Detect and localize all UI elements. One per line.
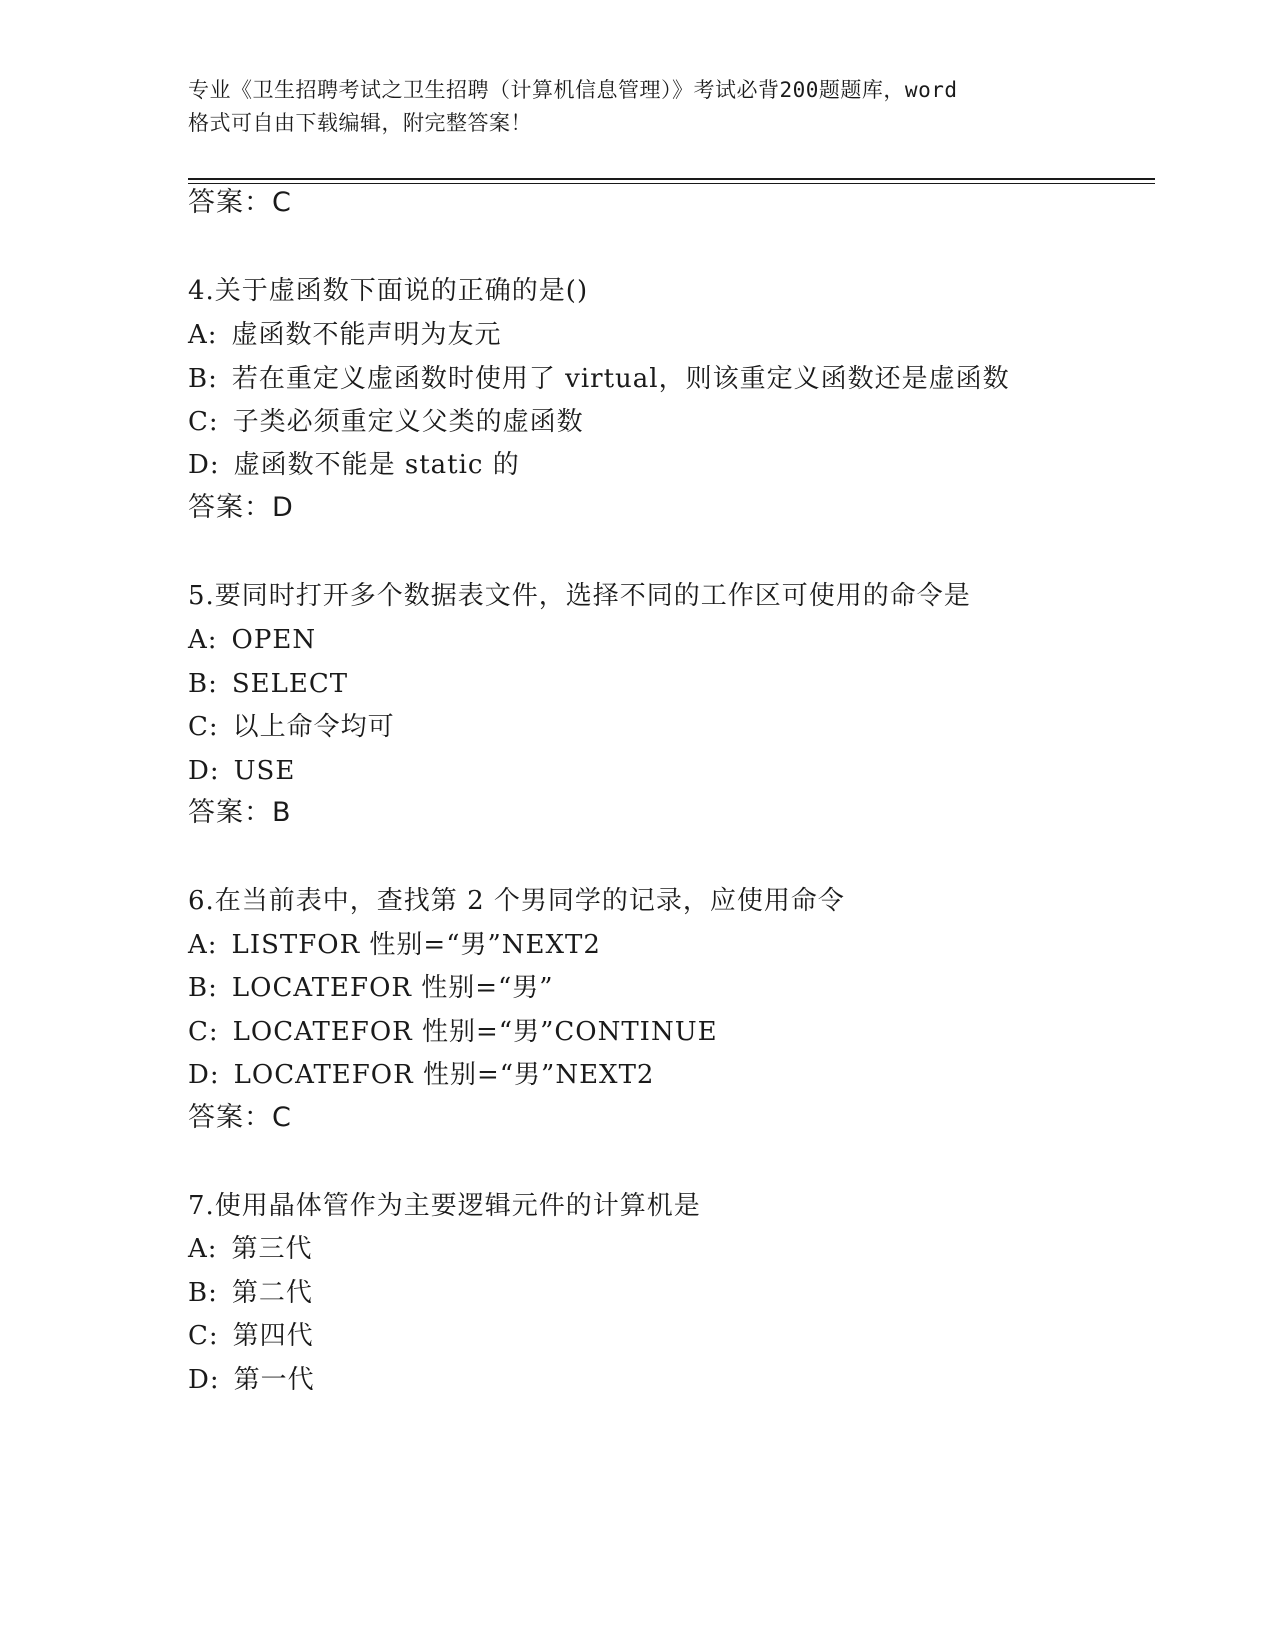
option-letter: D: (188, 1365, 220, 1395)
header-divider-thick (188, 178, 1155, 180)
option-line (188, 405, 584, 439)
option-letter: C: (188, 1017, 219, 1047)
answer-line: 答案：C (188, 1102, 292, 1133)
header-line-2: 格式可自由下载编辑，附完整答案！ (188, 111, 532, 135)
option-letter: C: (188, 1321, 219, 1351)
option-line (188, 318, 502, 352)
option-text: LOCATEFOR 性别=“男”NEXT2 (233, 1060, 655, 1090)
question-stem: 5.要同时打开多个数据表文件，选择不同的工作区可使用的命令是 (188, 581, 971, 611)
option-letter: B: (188, 669, 218, 699)
option-letter: A: (188, 320, 218, 350)
option-text: 虚函数不能声明为友元 (231, 320, 502, 350)
option-letter: C: (188, 712, 219, 742)
option-line (188, 971, 554, 1005)
option-line (188, 362, 1010, 396)
option-text: 若在重定义虚函数时使用了 virtual，则该重定义函数还是虚函数 (231, 364, 1010, 394)
option-text: LISTFOR 性别=“男”NEXT2 (231, 930, 601, 960)
option-text: 子类必须重定义父类的虚函数 (232, 407, 584, 437)
option-text: 第二代 (231, 1278, 313, 1308)
question-stem: 4.关于虚函数下面说的正确的是() (188, 276, 589, 306)
option-letter: A: (188, 625, 218, 655)
option-letter: C: (188, 407, 219, 437)
option-text: USE (233, 756, 296, 786)
header-line-1: 专业《卫生招聘考试之卫生招聘（计算机信息管理）》考试必背200题题库，word (188, 78, 958, 102)
option-letter: D: (188, 1060, 220, 1090)
option-text: 第三代 (231, 1234, 313, 1264)
option-line (188, 1232, 313, 1266)
option-line (188, 1363, 315, 1397)
option-letter: B: (188, 973, 218, 1003)
option-line (188, 754, 295, 788)
option-text: LOCATEFOR 性别=“男” (231, 973, 554, 1003)
option-line (188, 448, 520, 482)
option-line (188, 1015, 718, 1049)
header-divider-thin (188, 183, 1155, 184)
option-line (188, 623, 316, 657)
option-text: LOCATEFOR 性别=“男”CONTINUE (232, 1017, 718, 1047)
option-text: OPEN (231, 625, 317, 655)
option-line (188, 1319, 314, 1353)
answer-line: 答案：B (188, 797, 292, 828)
option-line (188, 710, 395, 744)
option-letter: B: (188, 1278, 218, 1308)
option-line (188, 1058, 654, 1092)
answer-line: 答案：C (188, 187, 292, 218)
option-text: 虚函数不能是 static 的 (233, 450, 520, 480)
option-line (188, 928, 601, 962)
option-text: 以上命令均可 (232, 712, 395, 742)
option-letter: D: (188, 450, 220, 480)
option-letter: B: (188, 364, 218, 394)
option-line (188, 667, 348, 701)
question-stem: 7.使用晶体管作为主要逻辑元件的计算机是 (188, 1191, 701, 1221)
option-text: 第四代 (232, 1321, 314, 1351)
answer-line: 答案：D (188, 492, 294, 523)
option-letter: A: (188, 1234, 218, 1264)
option-line (188, 1276, 313, 1310)
option-letter: A: (188, 930, 218, 960)
option-text: 第一代 (233, 1365, 315, 1395)
document-header (188, 74, 1088, 140)
option-letter: D: (188, 756, 220, 786)
option-text: SELECT (231, 669, 349, 699)
question-stem: 6.在当前表中，查找第 2 个男同学的记录，应使用命令 (188, 886, 845, 916)
